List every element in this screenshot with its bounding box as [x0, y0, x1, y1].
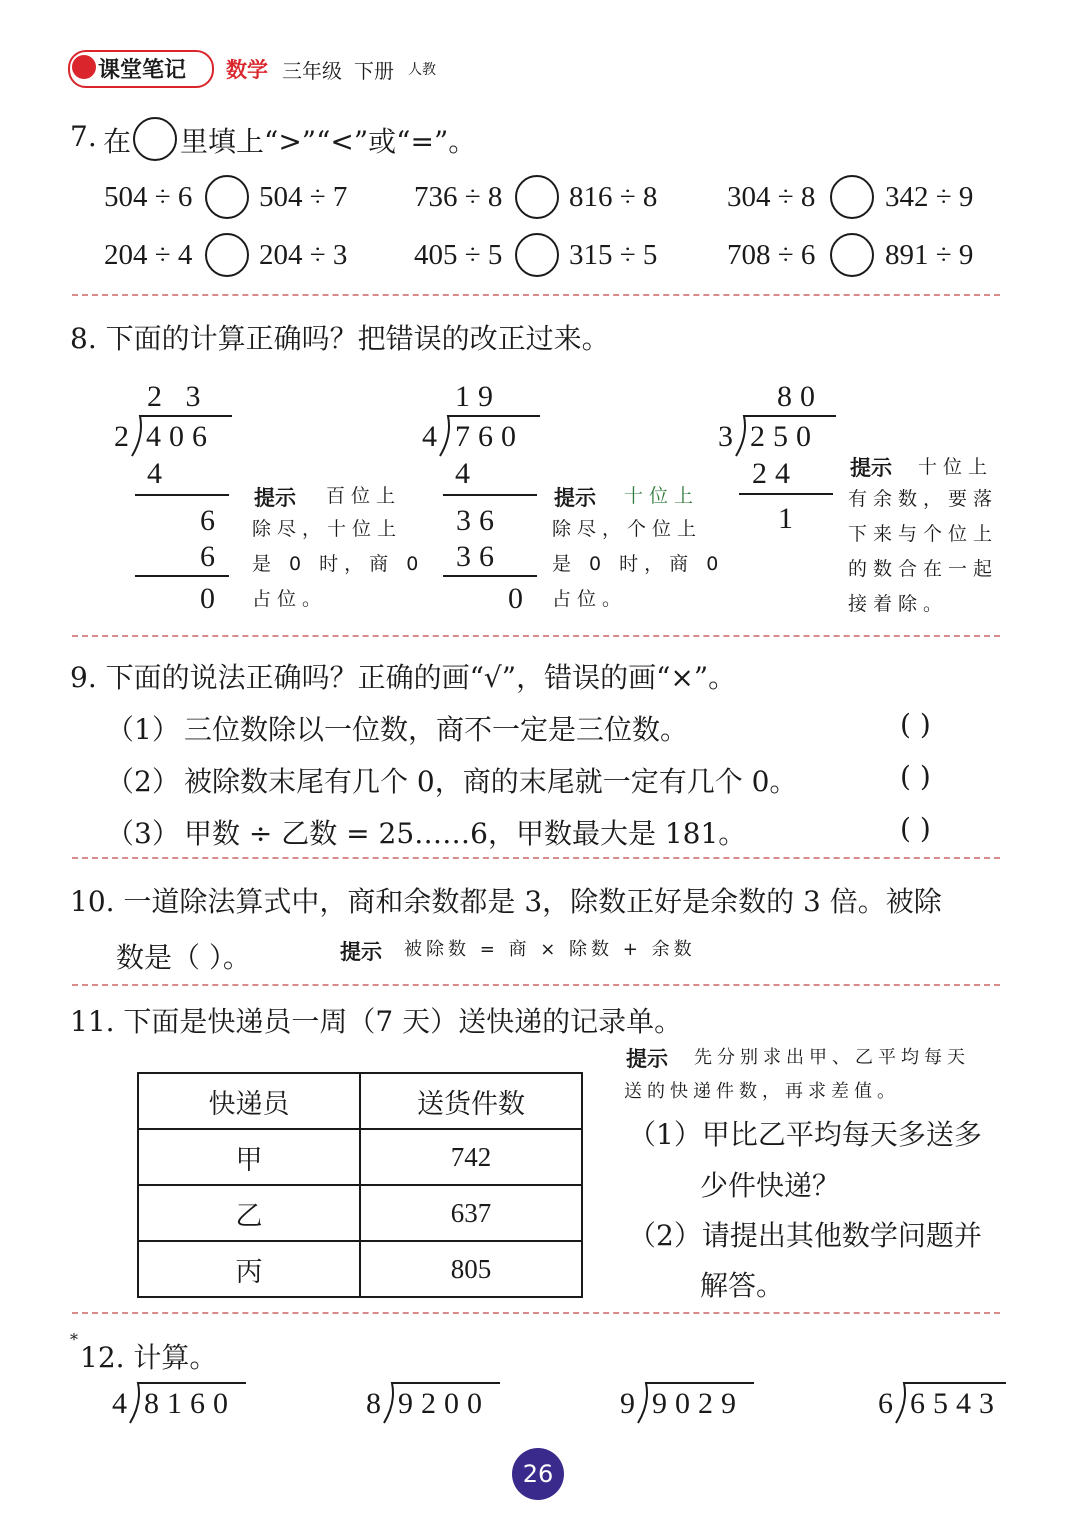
header-volume: 下册: [354, 59, 394, 83]
q7-right: 204 ÷ 3: [259, 239, 348, 271]
q12-title: 12. 计算。: [80, 1341, 218, 1374]
tip-text: 十位上: [624, 485, 700, 507]
q7-title-circle: [133, 117, 177, 161]
quotient: 2 3: [147, 380, 209, 413]
answer-parens[interactable]: ( ): [900, 760, 931, 793]
answer-circle[interactable]: [830, 175, 874, 219]
table-row: [138, 1185, 582, 1241]
step: 1: [778, 502, 801, 535]
delivery-count: 637: [360, 1185, 582, 1241]
dividend: 9029: [652, 1387, 744, 1420]
q7-right: 816 ÷ 8: [569, 181, 658, 213]
answer-circle[interactable]: [205, 233, 249, 277]
step: 0: [200, 582, 223, 615]
dividend: 6543: [910, 1387, 1002, 1420]
q7-left: 405 ÷ 5: [414, 239, 503, 271]
answer-circle[interactable]: [205, 175, 249, 219]
tip-text: 是 0 时，商 0: [252, 553, 425, 575]
answer-circle[interactable]: [515, 175, 559, 219]
step: 6: [200, 540, 223, 573]
header-subject: 数学: [226, 58, 268, 82]
divisor: 4: [422, 420, 445, 453]
q8-title: 8. 下面的计算正确吗？把错误的改正过来。: [70, 322, 610, 355]
tip-text: 接着除。: [848, 593, 949, 615]
divisor: 2: [114, 420, 137, 453]
tip-label: 提示: [850, 456, 892, 480]
q7-right: 342 ÷ 9: [885, 181, 974, 213]
q7-right: 891 ÷ 9: [885, 239, 974, 271]
header-publisher: 人教: [408, 62, 436, 78]
dividend: 760: [455, 420, 524, 453]
divisor: 4: [112, 1387, 135, 1420]
answer-circle[interactable]: [830, 233, 874, 277]
q7-right: 315 ÷ 5: [569, 239, 658, 271]
divisor: 9: [620, 1387, 643, 1420]
step: 4: [147, 457, 170, 490]
tip-text: 十位上: [918, 456, 994, 478]
step: 0: [508, 582, 531, 615]
step: 24: [752, 457, 798, 490]
tip-text: 有余数，要落: [848, 488, 999, 510]
tip-text: 除尽，十位上: [252, 518, 403, 540]
tip-label: 提示: [254, 486, 296, 510]
step-line: [135, 575, 229, 577]
q7-left: 708 ÷ 6: [727, 239, 816, 271]
q9-item-number: （1）: [106, 713, 180, 746]
step-line: [443, 575, 537, 577]
q11-sub2-cont: 解答。: [700, 1269, 785, 1302]
brand-title: 课堂笔记: [98, 58, 187, 83]
q7-right: 504 ÷ 7: [259, 181, 348, 213]
delivery-count: 742: [360, 1129, 582, 1185]
tip-text: 占位。: [552, 588, 628, 610]
quotient: 19: [455, 380, 501, 413]
dividend: 9200: [398, 1387, 490, 1420]
q9-item-text: 三位数除以一位数，商不一定是三位数。: [184, 713, 689, 746]
page-number: 26: [512, 1448, 564, 1500]
divisor: 6: [878, 1387, 901, 1420]
dividend: 8160: [144, 1387, 236, 1420]
q7-left: 736 ÷ 8: [414, 181, 503, 213]
q9-item-text: 甲数 ÷ 乙数 = 25……6，甲数最大是 181。: [184, 817, 747, 850]
section-divider: [72, 294, 1000, 296]
delivery-record-table: [137, 1072, 583, 1298]
section-divider: [72, 635, 1000, 637]
tip-text: 百位上: [326, 485, 402, 507]
q10-line2: 数是（ ）。: [116, 941, 251, 974]
step-line: [739, 493, 833, 495]
section-divider: [72, 984, 1000, 986]
q7-pre: 在: [103, 125, 132, 158]
quotient: 80: [777, 380, 823, 413]
table-row: [138, 1241, 582, 1297]
answer-circle[interactable]: [515, 233, 559, 277]
step: 36: [456, 540, 502, 573]
q7-number: 7.: [70, 120, 97, 153]
dividend: 250: [750, 420, 819, 453]
courier-name: 乙: [138, 1185, 360, 1241]
step: 6: [200, 504, 223, 537]
step-line: [135, 494, 229, 496]
smile-icon: [72, 55, 96, 79]
q9-item-text: 被除数末尾有几个 0，商的末尾就一定有几个 0。: [184, 765, 798, 798]
q7-left: 504 ÷ 6: [104, 181, 193, 213]
q11-sub1-cont: 少件快递？: [700, 1169, 841, 1202]
courier-name: 丙: [138, 1241, 360, 1297]
column-header: 快递员: [138, 1073, 360, 1129]
optional-star: *: [70, 1330, 78, 1349]
section-divider: [72, 1312, 1000, 1314]
courier-name: 甲: [138, 1129, 360, 1185]
tip-text: 的数合在一起: [848, 558, 999, 580]
q11-sub1: （1）甲比乙平均每天多送多: [628, 1118, 982, 1151]
table-row: [138, 1129, 582, 1185]
tip-text: 先分别求出甲、乙平均每天: [694, 1047, 970, 1068]
q11-sub2: （2）请提出其他数学问题并: [628, 1219, 982, 1252]
q7-left: 204 ÷ 4: [104, 239, 193, 271]
section-divider: [72, 857, 1000, 859]
answer-parens[interactable]: ( ): [900, 812, 931, 845]
tip-text: 被除数 = 商 × 除数 + 余数: [404, 939, 696, 960]
q10-line1: 10. 一道除法算式中，商和余数都是 3，除数正好是余数的 3 倍。被除: [70, 885, 942, 918]
delivery-count: 805: [360, 1241, 582, 1297]
tip-label: 提示: [340, 940, 382, 964]
step: 4: [455, 457, 478, 490]
q7-post: 里填上“>”“<”或“=”。: [180, 125, 477, 158]
tip-label: 提示: [554, 486, 596, 510]
tip-label: 提示: [626, 1047, 668, 1071]
tip-text: 是 0 时，商 0: [552, 553, 725, 575]
step: 36: [456, 504, 502, 537]
tip-text: 除尽，个位上: [552, 518, 703, 540]
divisor: 8: [366, 1387, 389, 1420]
q9-item-number: （3）: [106, 817, 180, 850]
dividend: 406: [146, 420, 215, 453]
table-header-row: [138, 1073, 582, 1129]
q9-item-number: （2）: [106, 765, 180, 798]
column-header: 送货件数: [360, 1073, 582, 1129]
header-grade: 三年级: [282, 59, 342, 83]
answer-parens[interactable]: ( ): [900, 708, 931, 741]
step-line: [443, 494, 537, 496]
divisor: 3: [718, 420, 741, 453]
q11-title: 11. 下面是快递员一周（7 天）送快递的记录单。: [70, 1005, 683, 1038]
tip-text: 下来与个位上: [848, 523, 999, 545]
q7-left: 304 ÷ 8: [727, 181, 816, 213]
tip-text: 送的快递件数，再求差值。: [624, 1081, 900, 1102]
tip-text: 占位。: [252, 588, 328, 610]
q9-title: 9. 下面的说法正确吗？正确的画“√”，错误的画“×”。: [70, 661, 737, 694]
